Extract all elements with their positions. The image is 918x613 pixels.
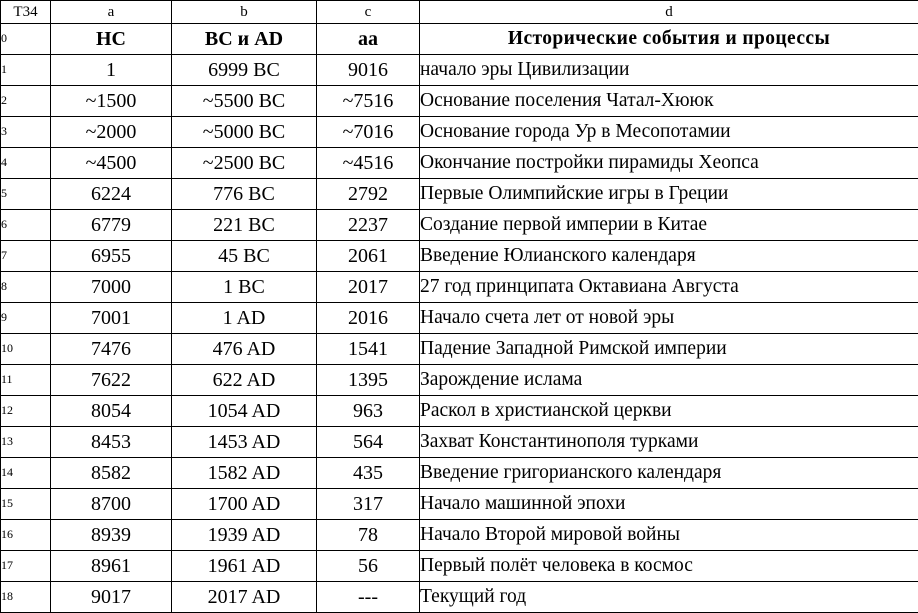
cell-a[interactable]: 8939: [51, 520, 172, 551]
cell-a[interactable]: 7001: [51, 303, 172, 334]
column-header-c[interactable]: c: [317, 1, 420, 24]
row-header[interactable]: 6: [1, 210, 51, 241]
cell-d[interactable]: Окончание постройки пирамиды Хеопса: [420, 148, 918, 179]
cell-d[interactable]: Первый полёт человека в космос: [420, 551, 918, 582]
cell-b[interactable]: 1700 AD: [172, 489, 317, 520]
row-header[interactable]: 5: [1, 179, 51, 210]
cell-b[interactable]: 2017 AD: [172, 582, 317, 613]
cell-d[interactable]: Начало машинной эпохи: [420, 489, 918, 520]
cell-d[interactable]: Первые Олимпийские игры в Греции: [420, 179, 918, 210]
row-header[interactable]: 3: [1, 117, 51, 148]
cell-c[interactable]: ~7016: [317, 117, 420, 148]
cell-b[interactable]: 776 BC: [172, 179, 317, 210]
cell-d[interactable]: Создание первой империи в Китае: [420, 210, 918, 241]
row-header[interactable]: 15: [1, 489, 51, 520]
cell-b[interactable]: 221 BC: [172, 210, 317, 241]
table-row: [1, 86, 918, 117]
cell-a[interactable]: 8961: [51, 551, 172, 582]
cell-d[interactable]: Начало Второй мировой войны: [420, 520, 918, 551]
cell-b[interactable]: 1 AD: [172, 303, 317, 334]
cell-d[interactable]: 27 год принципата Октавиана Августа: [420, 272, 918, 303]
cell-c[interactable]: 2061: [317, 241, 420, 272]
cell-c[interactable]: 963: [317, 396, 420, 427]
cell-c[interactable]: 9016: [317, 55, 420, 86]
cell-c[interactable]: 56: [317, 551, 420, 582]
column-header-d[interactable]: d: [420, 1, 918, 24]
cell-d[interactable]: Захват Константинополя турками: [420, 427, 918, 458]
cell-b[interactable]: 1453 AD: [172, 427, 317, 458]
cell-d[interactable]: Введение григорианского календаря: [420, 458, 918, 489]
cell-b[interactable]: 1582 AD: [172, 458, 317, 489]
sheet-corner-label[interactable]: T34: [1, 1, 51, 24]
cell-a[interactable]: 8453: [51, 427, 172, 458]
row-header[interactable]: 4: [1, 148, 51, 179]
cell-c[interactable]: 435: [317, 458, 420, 489]
cell-d[interactable]: Введение Юлианского календаря: [420, 241, 918, 272]
cell-a[interactable]: ~2000: [51, 117, 172, 148]
cell-b[interactable]: 1939 AD: [172, 520, 317, 551]
table-row: [1, 334, 918, 365]
row-header[interactable]: 10: [1, 334, 51, 365]
table-row: [1, 582, 918, 613]
table-row: [1, 520, 918, 551]
cell-d[interactable]: Основание города Ур в Месопотамии: [420, 117, 918, 148]
cell-title-a[interactable]: НС: [51, 24, 172, 55]
cell-c[interactable]: 2792: [317, 179, 420, 210]
cell-a[interactable]: ~1500: [51, 86, 172, 117]
cell-a[interactable]: 7476: [51, 334, 172, 365]
row-header[interactable]: 12: [1, 396, 51, 427]
cell-c[interactable]: 2237: [317, 210, 420, 241]
cell-a[interactable]: 6224: [51, 179, 172, 210]
table-row: [1, 210, 918, 241]
row-header[interactable]: 8: [1, 272, 51, 303]
cell-c[interactable]: 2017: [317, 272, 420, 303]
column-header-b[interactable]: b: [172, 1, 317, 24]
table-row: [1, 489, 918, 520]
cell-b[interactable]: 1961 AD: [172, 551, 317, 582]
cell-c[interactable]: 2016: [317, 303, 420, 334]
row-header[interactable]: 11: [1, 365, 51, 396]
cell-a[interactable]: ~4500: [51, 148, 172, 179]
cell-c[interactable]: 1541: [317, 334, 420, 365]
table-row: [1, 179, 918, 210]
table-row: [1, 117, 918, 148]
cell-a[interactable]: 6955: [51, 241, 172, 272]
cell-b[interactable]: ~5500 BC: [172, 86, 317, 117]
cell-a[interactable]: 7000: [51, 272, 172, 303]
row-header[interactable]: 18: [1, 582, 51, 613]
row-header[interactable]: 1: [1, 55, 51, 86]
table-row: [1, 458, 918, 489]
cell-a[interactable]: 9017: [51, 582, 172, 613]
column-header-a[interactable]: a: [51, 1, 172, 24]
cell-title-c[interactable]: aa: [317, 24, 420, 55]
row-header[interactable]: 7: [1, 241, 51, 272]
cell-d[interactable]: Падение Западной Римской империи: [420, 334, 918, 365]
row-header[interactable]: 9: [1, 303, 51, 334]
table-row: [1, 303, 918, 334]
table-row: [1, 148, 918, 179]
table-row: [1, 365, 918, 396]
cell-c[interactable]: 1395: [317, 365, 420, 396]
cell-c[interactable]: ---: [317, 582, 420, 613]
table-row: [1, 55, 918, 86]
cell-d[interactable]: Зарождение ислама: [420, 365, 918, 396]
cell-c[interactable]: ~7516: [317, 86, 420, 117]
row-header[interactable]: 0: [1, 24, 51, 55]
cell-a[interactable]: 6779: [51, 210, 172, 241]
cell-b[interactable]: 476 AD: [172, 334, 317, 365]
cell-b[interactable]: 1054 AD: [172, 396, 317, 427]
row-header[interactable]: 13: [1, 427, 51, 458]
cell-title-d[interactable]: Исторические события и процессы: [420, 24, 918, 55]
cell-b[interactable]: ~2500 BC: [172, 148, 317, 179]
cell-b[interactable]: 622 AD: [172, 365, 317, 396]
row-header[interactable]: 14: [1, 458, 51, 489]
cell-c[interactable]: 317: [317, 489, 420, 520]
table-row: [1, 241, 918, 272]
cell-b[interactable]: 1 BC: [172, 272, 317, 303]
table-row: [1, 24, 918, 55]
cell-d[interactable]: Начало счета лет от новой эры: [420, 303, 918, 334]
row-header[interactable]: 2: [1, 86, 51, 117]
row-header[interactable]: 17: [1, 551, 51, 582]
cell-a[interactable]: 7622: [51, 365, 172, 396]
cell-a[interactable]: 1: [51, 55, 172, 86]
cell-b[interactable]: ~5000 BC: [172, 117, 317, 148]
table-row: [1, 396, 918, 427]
cell-a[interactable]: 8054: [51, 396, 172, 427]
cell-b[interactable]: 6999 BC: [172, 55, 317, 86]
cell-c[interactable]: 564: [317, 427, 420, 458]
cell-title-b[interactable]: BC и AD: [172, 24, 317, 55]
cell-d[interactable]: Основание поселения Чатал-Хююк: [420, 86, 918, 117]
cell-d[interactable]: начало эры Цивилизации: [420, 55, 918, 86]
column-header-row: [1, 1, 918, 24]
cell-c[interactable]: ~4516: [317, 148, 420, 179]
table-row: [1, 272, 918, 303]
cell-c[interactable]: 78: [317, 520, 420, 551]
cell-d[interactable]: Раскол в христианской церкви: [420, 396, 918, 427]
cell-a[interactable]: 8700: [51, 489, 172, 520]
cell-d[interactable]: Текущий год: [420, 582, 918, 613]
cell-a[interactable]: 8582: [51, 458, 172, 489]
row-header[interactable]: 16: [1, 520, 51, 551]
table-row: [1, 427, 918, 458]
cell-b[interactable]: 45 BC: [172, 241, 317, 272]
table-row: [1, 551, 918, 582]
